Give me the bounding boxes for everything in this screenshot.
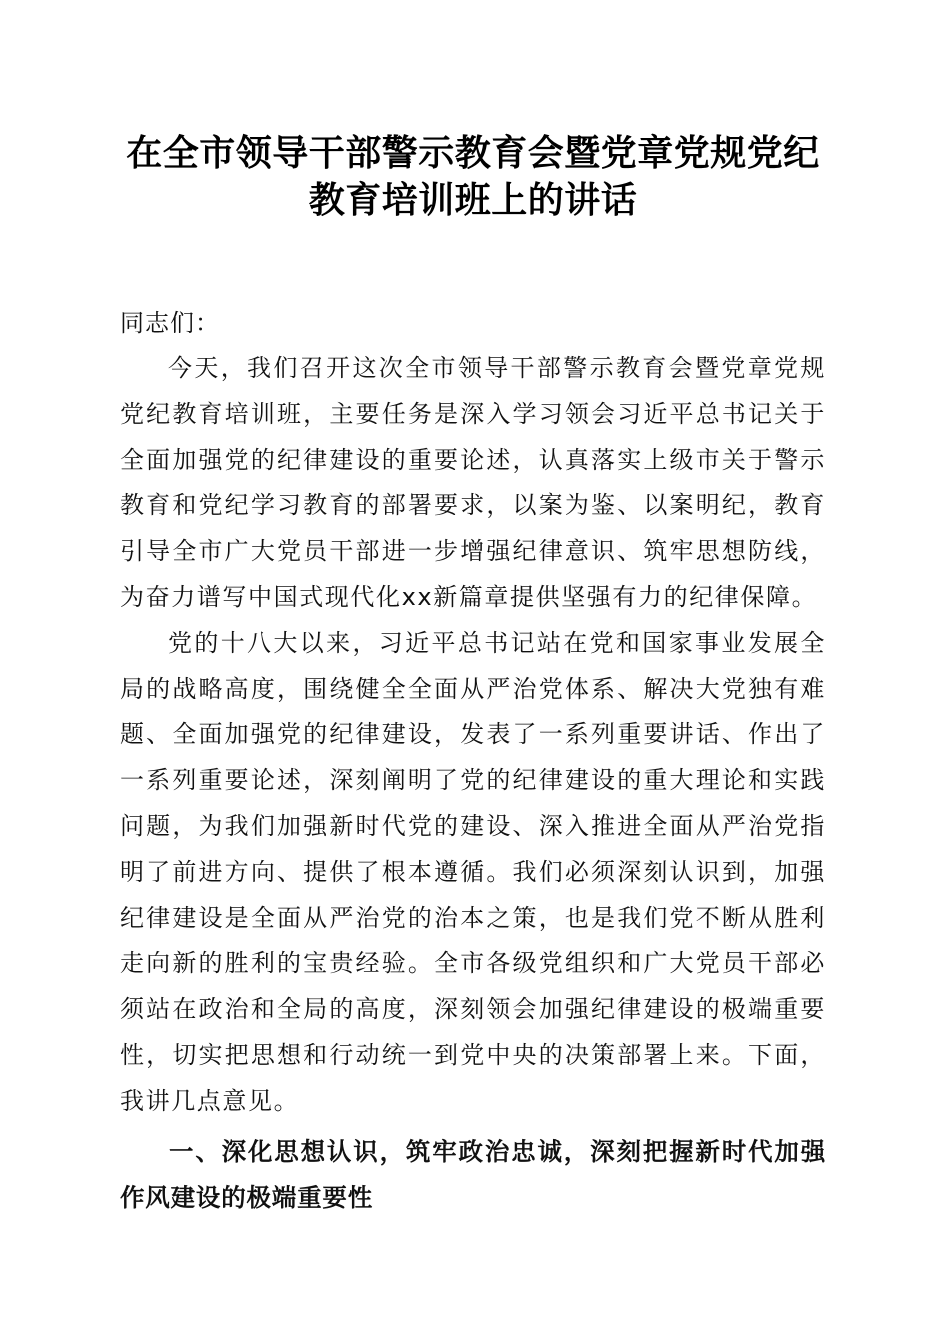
document-title: 在全市领导干部警示教育会暨党章党规党纪教育培训班上的讲话 <box>126 132 820 221</box>
salutation: 同志们： <box>120 309 220 337</box>
paragraph-intro: 今天，我们召开这次全市领导干部警示教育会暨党章党规党纪教育培训班，主要任务是深入学习领会习近平总书记关于全面加强党的纪律建设的重要论述，认真落实上级市关于警示教育和党纪学习教育的部署要求，以案为鉴、以案明纪，教育引导全市广大党员干部进一步增强纪律意识、筑牢思想防线，为奋力谱写中国式现代化xx新篇章提供坚强有力的纪律保障。 <box>120 354 826 611</box>
paragraph-background: 党的十八大以来，习近平总书记站在党和国家事业发展全局的战略高度，围绕健全全面从严治党体系、解决大党独有难题、全面加强党的纪律建设，发表了一系列重要讲话、作出了一系列重要论述，深刻阐明了党的纪律建设的重大理论和实践问题，为我们加强新时代党的建设、深入推进全面从严治党指明了前进方向、提供了根本遵循。我们必须深刻认识到，加强纪律建设是全面从严治党的治本之策，也是我们党不断从胜利走向新的胜利的宝贵经验。全市各级党组织和广大党员干部必须站在政治和全局的高度，深刻领会加强纪律建设的极端重要性，切实把思想和行动统一到党中央的决策部署上来。下面，我讲几点意见。 <box>120 628 826 1115</box>
document-page <box>120 130 826 1221</box>
section-heading-one: 一、深化思想认识，筑牢政治忠诚，深刻把握新时代加强作风建设的极端重要性 <box>120 1136 826 1212</box>
